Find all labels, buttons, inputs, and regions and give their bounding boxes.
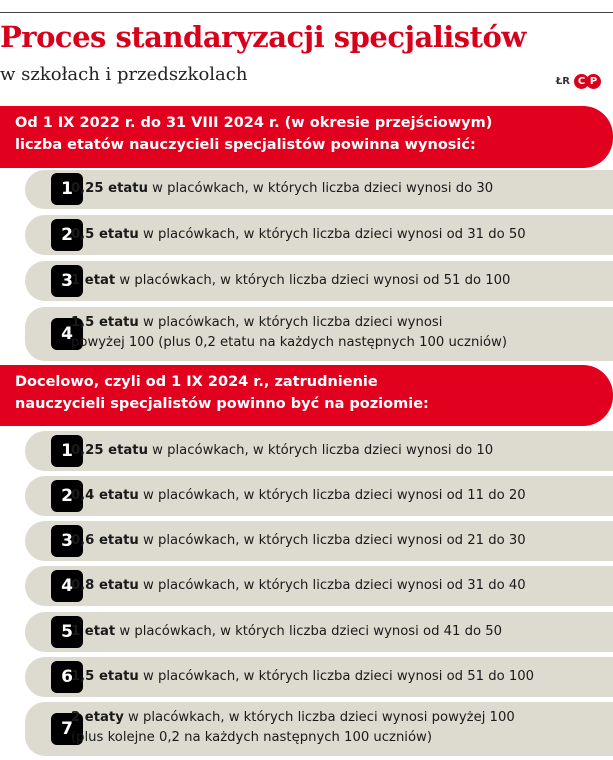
- item-description-cont: powyżej 100 (plus 0,2 etatu na każdych następnych 100 uczniów): [71, 335, 507, 350]
- item-text: [71, 576, 526, 596]
- item-text: [71, 179, 493, 199]
- item-amount: 0,25 etatu: [71, 443, 148, 458]
- section1-item-4: [25, 307, 613, 361]
- item-amount: 1,5 etatu: [71, 669, 139, 684]
- section2-item-2: [25, 476, 613, 516]
- item-amount: 0,6 etatu: [71, 533, 139, 548]
- item-number-badge: 6: [51, 661, 83, 693]
- section1-banner-line2: liczba etatów nauczycieli specjalistów powinna wynosić:: [15, 137, 476, 153]
- credit: [556, 74, 601, 89]
- section2-banner-line2: nauczycieli specjalistów powinno być na poziomie:: [15, 396, 429, 412]
- section1-item-3: [25, 261, 613, 301]
- item-description: w placówkach, w których liczba dzieci wynosi od 21 do 30: [138, 533, 526, 548]
- item-number-badge: 3: [51, 525, 83, 557]
- item-description: w placówkach, w których liczba dzieci wynosi od 41 do 50: [115, 624, 503, 639]
- item-amount: 0,5 etatu: [71, 227, 139, 242]
- logo-letter-c: C: [574, 74, 589, 89]
- item-number-badge: 2: [51, 219, 83, 251]
- item-amount: 0,4 etatu: [71, 488, 139, 503]
- section2-item-6: [25, 657, 613, 697]
- item-amount: 2 etaty: [71, 710, 124, 725]
- item-description: w placówkach, w których liczba dzieci wynosi od 51 do 100: [138, 669, 535, 684]
- page-subtitle: w szkołach i przedszkolach: [0, 64, 248, 85]
- section2-item-4: [25, 566, 613, 606]
- logo-letter-p: P: [586, 74, 601, 89]
- page-title: Proces standaryzacji specjalistów: [0, 20, 526, 54]
- item-amount: 0,25 etatu: [71, 181, 148, 196]
- item-description: w placówkach, w których liczba dzieci wynosi od 31 do 40: [138, 578, 526, 593]
- section2-item-7: [25, 702, 613, 756]
- item-number-badge: 3: [51, 265, 83, 297]
- item-description: w placówkach, w których liczba dzieci wynosi od 11 do 20: [138, 488, 526, 503]
- item-description: w placówkach, w których liczba dzieci wynosi od 51 do 100: [115, 273, 511, 288]
- item-description: w placówkach, w których liczba dzieci wynosi od 31 do 50: [138, 227, 526, 242]
- item-description-cont: (plus kolejne 0,2 na każdych następnych 100 uczniów): [71, 730, 432, 745]
- item-description: w placówkach, w których liczba dzieci wynosi powyżej 100: [123, 710, 515, 725]
- item-text: [71, 531, 526, 551]
- item-number-badge: 1: [51, 435, 83, 467]
- item-text: [71, 225, 526, 245]
- item-number-badge: 1: [51, 173, 83, 205]
- item-amount: 1 etat: [71, 624, 116, 639]
- section1-item-2: [25, 215, 613, 255]
- item-text: [71, 441, 493, 461]
- item-amount: 1 etat: [71, 273, 116, 288]
- item-text: [71, 486, 526, 506]
- publisher-logo-icon: [574, 74, 601, 89]
- item-number-badge: 4: [51, 570, 83, 602]
- item-text: [71, 667, 534, 687]
- item-description: w placówkach, w których liczba dzieci wynosi do 10: [147, 443, 494, 458]
- item-number-badge: 4: [51, 318, 83, 350]
- section1-banner: [0, 106, 613, 168]
- item-description: w placówkach, w których liczba dzieci wynosi: [138, 315, 443, 330]
- item-number-badge: 7: [51, 713, 83, 745]
- section2-banner: [0, 365, 613, 426]
- item-text: [71, 271, 510, 291]
- item-amount: 1,5 etatu: [71, 315, 139, 330]
- section2-item-1: [25, 431, 613, 471]
- item-number-badge: 5: [51, 616, 83, 648]
- section2-item-5: [25, 612, 613, 652]
- section1-banner-line1: Od 1 IX 2022 r. do 31 VIII 2024 r. (w okresie przejściowym): [15, 115, 493, 131]
- author-initials: ŁR: [555, 76, 570, 87]
- item-description: w placówkach, w których liczba dzieci wynosi do 30: [147, 181, 494, 196]
- section1-item-1: [25, 170, 613, 209]
- item-text: [71, 622, 502, 642]
- section2-item-3: [25, 521, 613, 561]
- section2-banner-line1: Docelowo, czyli od 1 IX 2024 r., zatrudnienie: [15, 374, 378, 390]
- item-number-badge: 2: [51, 480, 83, 512]
- top-rule: [0, 12, 613, 13]
- item-text: [71, 313, 507, 353]
- item-amount: 0,8 etatu: [71, 578, 139, 593]
- item-text: [71, 708, 515, 748]
